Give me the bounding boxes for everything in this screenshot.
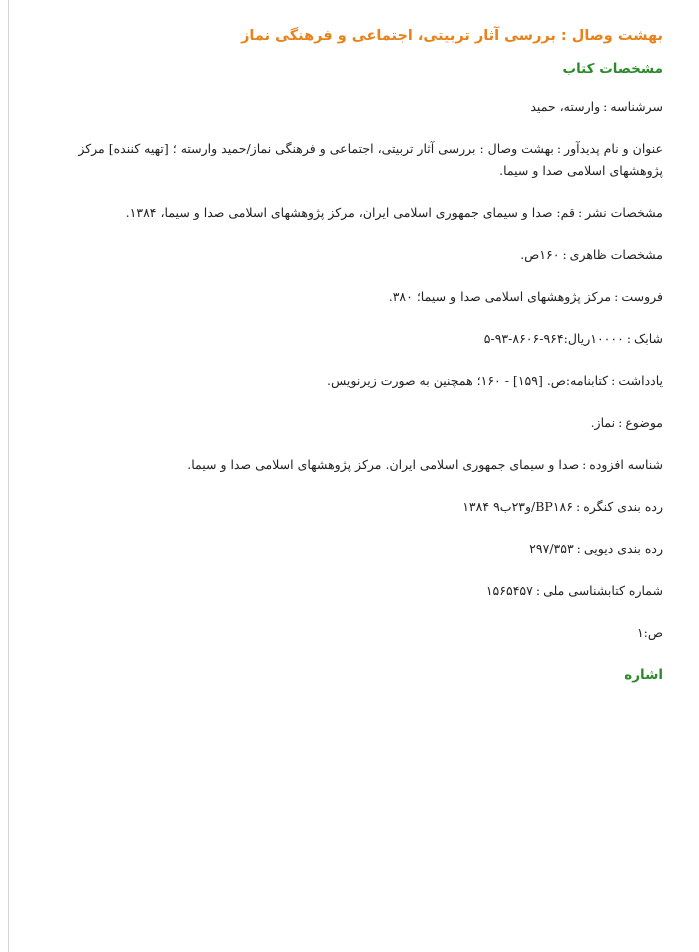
field-value: مرکز پژوهشهای اسلامی صدا و سیما؛ ۳۸۰.	[388, 289, 612, 304]
field-label: رده بندی دیویی	[583, 541, 663, 556]
field-value: BP۱۸۶/و۲۳ب۹ ۱۳۸۴	[462, 499, 573, 514]
field-label: سرشناسه	[610, 99, 663, 114]
field-value: ۱۶۰ص.	[520, 247, 560, 262]
field-publication: مشخصات نشر:قم: صدا و سیمای جمهوری اسلامی ایران، مرکز پژوهشهای اسلامی صدا و سیما، ۱۳۸۴.	[125, 205, 663, 220]
field-label: شناسه افزوده	[589, 457, 663, 472]
field-physical-description: مشخصات ظاهری:۱۶۰ص.	[520, 247, 663, 262]
field-value: وارسته، حمید	[530, 99, 601, 114]
field-value: ۲۹۷/۳۵۳	[529, 541, 574, 556]
field-title-statement: عنوان و نام پدیدآور:بهشت وصال : بررسی آثار تربیتی، اجتماعی و فرهنگی نماز/حمید وارسته ؛ [تهیه کننده] مرکز پژوهشهای اسلامی صدا و سیما.	[78, 141, 663, 178]
field-value: قم: صدا و سیمای جمهوری اسلامی ایران، مرکز پژوهشهای اسلامی صدا و سیما، ۱۳۸۴.	[125, 205, 575, 220]
section-heading-introduction: اشاره	[624, 667, 663, 683]
field-dewey-classification: رده بندی دیویی:۲۹۷/۳۵۳	[529, 541, 663, 556]
field-label: شماره کتابشناسی ملی	[543, 583, 663, 598]
document-content	[28, 24, 663, 686]
field-value: ۱۰۰۰۰ریال:۹۶۴-۸۶۰۶-۹۳-۵	[483, 331, 624, 346]
field-series: فروست:مرکز پژوهشهای اسلامی صدا و سیما؛ ۳۸۰.	[388, 289, 663, 304]
field-label: فروست	[621, 289, 663, 304]
page-left-border	[8, 0, 9, 952]
field-label: مشخصات ظاهری	[569, 247, 663, 262]
field-isbn: شابک:۱۰۰۰۰ریال:۹۶۴-۸۶۰۶-۹۳-۵	[483, 331, 663, 346]
field-value: صدا و سیمای جمهوری اسلامی ایران. مرکز پژوهشهای اسلامی صدا و سیما.	[187, 457, 580, 472]
field-added-entry: شناسه افزوده:صدا و سیمای جمهوری اسلامی ایران. مرکز پژوهشهای اسلامی صدا و سیما.	[187, 457, 663, 472]
field-value: نماز.	[590, 415, 616, 430]
field-national-bibliography-number: شماره کتابشناسی ملی:۱۵۶۵۴۵۷	[485, 583, 663, 598]
field-label: موضوع	[625, 415, 663, 430]
field-label: یادداشت	[618, 373, 663, 388]
field-value: بهشت وصال : بررسی آثار تربیتی، اجتماعی و فرهنگی نماز/حمید وارسته ؛ [تهیه کننده] مرکز پژوهشهای اسلامی صدا و سیما.	[78, 141, 663, 178]
section-heading-book-specs: مشخصات کتاب	[562, 61, 663, 77]
field-value: ۱۵۶۵۴۵۷	[485, 583, 533, 598]
field-lc-classification: رده بندی کنگره:BP۱۸۶/و۲۳ب۹ ۱۳۸۴	[462, 499, 663, 514]
field-label: رده بندی کنگره	[583, 499, 663, 514]
field-label: مشخصات نشر	[585, 205, 663, 220]
field-author: سرشناسه:وارسته، حمید	[530, 99, 663, 114]
field-label: شابک	[634, 331, 663, 346]
field-subject: موضوع:نماز.	[590, 415, 663, 430]
field-value: کتابنامه:ص. [۱۵۹] - ۱۶۰؛ همچنین به صورت زیرنویس.	[327, 373, 609, 388]
book-title: بهشت وصال : بررسی آثار تربیتی، اجتماعی و فرهنگی نماز	[241, 28, 663, 44]
page-marker: ص:۱	[636, 625, 663, 640]
field-label: عنوان و نام پدیدآور	[564, 141, 663, 156]
field-note: یادداشت:کتابنامه:ص. [۱۵۹] - ۱۶۰؛ همچنین به صورت زیرنویس.	[327, 373, 663, 388]
